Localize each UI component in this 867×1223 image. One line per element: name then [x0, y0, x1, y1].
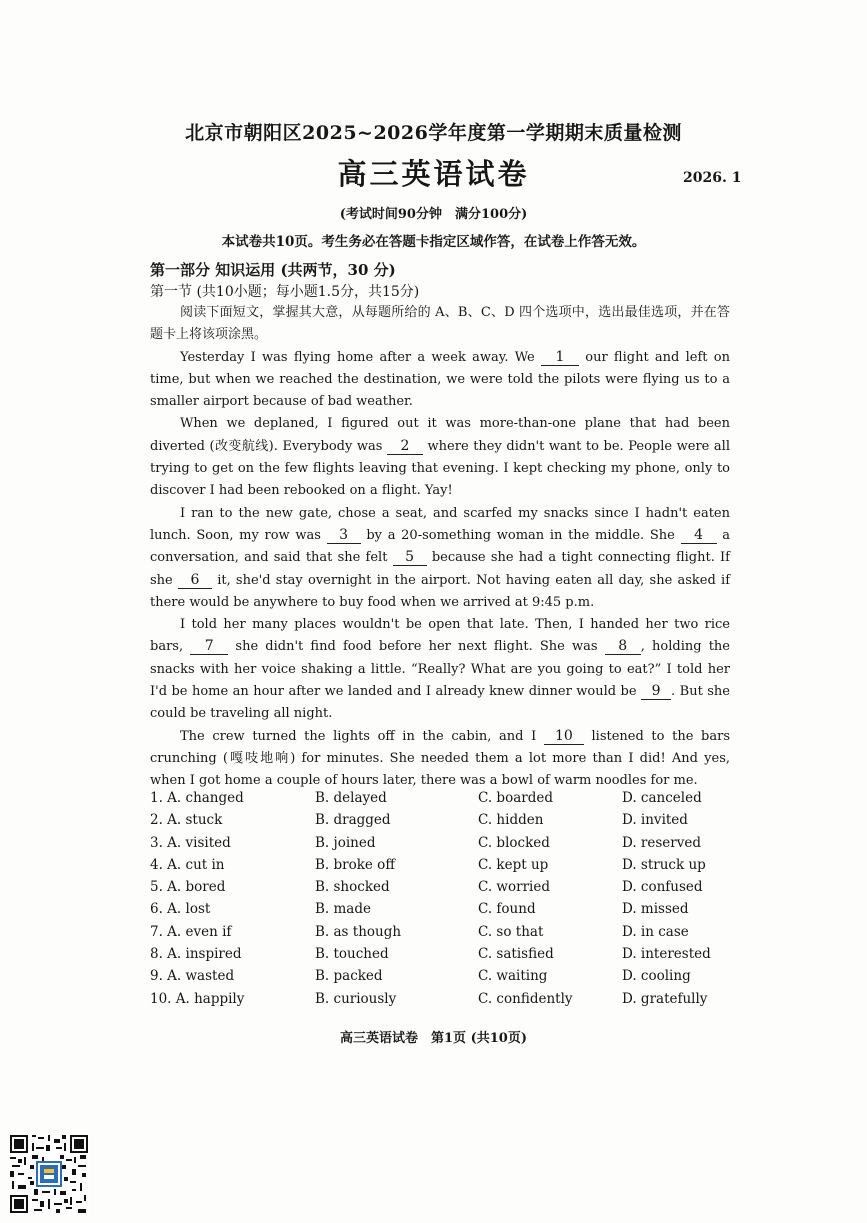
- option-d: D. invited: [622, 812, 688, 829]
- option-row: [150, 790, 730, 812]
- option-a: 6. A. lost: [150, 901, 211, 918]
- passage-text: When we deplaned, I figured out it was more-than-one plane that had been diverted (改变航线). Everybody was: [150, 416, 730, 454]
- option-b: B. joined: [315, 834, 376, 851]
- passage-text: because she had a tight connecting flight. If she: [150, 550, 730, 588]
- passage: [150, 302, 730, 793]
- passage-text: it, she'd stay overnight in the airport. Not having eaten all day, she asked if there would be anywhere to buy food when we arrived at 9:45 p.m.: [150, 572, 731, 610]
- options-list: [150, 790, 730, 1013]
- option-row: [150, 835, 730, 857]
- passage-paragraph-3: [150, 503, 730, 614]
- option-c: C. found: [478, 901, 536, 918]
- exam-header: 北京市朝阳区2025~2026学年度第一学期期末质量检测: [185, 122, 682, 144]
- passage-text: , holding the snacks with her voice shaking a little. “Really? What are you going to eat?” I told her I'd be home an hour after we landed and I already knew dinner would be: [150, 639, 730, 700]
- option-b: B. packed: [315, 968, 383, 985]
- blank-8: 8: [605, 638, 641, 655]
- instruction: 阅读下面短文，掌握其大意，从每题所给的 A、B、C、D 四个选项中，选出最佳选项，并在答题卡上将该项涂黑。: [150, 305, 730, 343]
- blank-2: 2: [387, 438, 423, 455]
- blank-1: 1: [541, 349, 579, 366]
- passage-text: . But she could be traveling all night.: [150, 684, 730, 722]
- option-d: D. cooling: [622, 968, 691, 985]
- passage-text: she didn't find food before her next flight. She was: [228, 639, 605, 655]
- option-c: C. waiting: [478, 968, 548, 985]
- passage-text: I told her many places wouldn't be open that late. Then, I handed her two rice bars,: [150, 617, 730, 655]
- option-c: C. blocked: [478, 834, 550, 851]
- option-d: D. struck up: [622, 856, 706, 873]
- option-c: C. boarded: [478, 790, 553, 806]
- passage-text: our flight and left on time, but when we reached the destination, we were told the pilots were flying us to a smaller airport because of bad weather.: [150, 349, 730, 410]
- option-b: B. dragged: [315, 812, 391, 829]
- option-row: [150, 924, 730, 946]
- exam-info: (考试时间90分钟 满分100分): [339, 207, 528, 222]
- passage-text: The crew turned the lights off in the cabin, and I: [180, 728, 544, 744]
- option-a: 9. A. wasted: [150, 968, 235, 985]
- option-a: 1. A. changed: [150, 790, 244, 806]
- passage-paragraph-4: [150, 614, 730, 725]
- option-a: 7. A. even if: [150, 923, 232, 940]
- passage-text: I ran to the new gate, chose a seat, and scarfed my snacks since I hadn't eaten lunch. Soon, my row was: [150, 505, 730, 543]
- option-d: D. canceled: [622, 790, 702, 806]
- option-row: [150, 812, 730, 834]
- option-b: B. curiously: [315, 990, 397, 1007]
- option-b: B. touched: [315, 946, 389, 963]
- option-a: 2. A. stuck: [150, 812, 223, 829]
- option-b: B. broke off: [315, 856, 395, 873]
- part1-title: 第一部分 知识运用 (共两节，30 分): [150, 261, 396, 279]
- blank-7: 7: [190, 638, 228, 655]
- passage-paragraph-2: [150, 413, 730, 502]
- option-c: C. hidden: [478, 812, 544, 829]
- page-footer: 高三英语试卷 第1页 (共10页): [340, 1031, 527, 1046]
- passage-text: by a 20-something woman in the middle. She: [360, 527, 681, 543]
- passage-text: a conversation, and said that she felt: [150, 527, 730, 566]
- option-row: [150, 968, 730, 990]
- option-a: 5. A. bored: [150, 879, 226, 896]
- option-d: D. reserved: [622, 834, 701, 851]
- exam-date: 2026. 1: [683, 170, 742, 186]
- blank-10: 10: [544, 728, 584, 745]
- option-b: B. as though: [315, 923, 402, 940]
- passage-paragraph-5: [150, 726, 730, 793]
- option-c: C. satisfied: [478, 946, 554, 963]
- option-row: [150, 879, 730, 901]
- option-d: D. confused: [622, 879, 703, 896]
- option-a: 3. A. visited: [150, 834, 231, 851]
- option-a: 4. A. cut in: [150, 856, 225, 873]
- option-b: B. shocked: [315, 879, 390, 896]
- option-d: D. in case: [622, 923, 689, 940]
- blank-4: 4: [681, 527, 717, 544]
- option-c: C. kept up: [478, 856, 549, 873]
- option-d: D. missed: [622, 901, 689, 918]
- option-a: 10. A. happily: [150, 990, 245, 1007]
- option-row: [150, 946, 730, 968]
- passage-paragraph-1: [150, 347, 730, 414]
- subject-title: 高三英语试卷: [337, 157, 530, 191]
- passage-text: Yesterday I was flying home after a week away. We: [180, 349, 541, 365]
- blank-3: 3: [327, 527, 361, 544]
- passage-text: listened to the bars crunching (嘎吱地响) for minutes. She needed them a lot more than I did! And yes, when I got home a couple of hours later, there was a bowl of warm noodles for me.: [150, 728, 730, 789]
- option-a: 8. A. inspired: [150, 946, 242, 963]
- blank-6: 6: [178, 572, 212, 589]
- option-c: C. worried: [478, 879, 550, 896]
- option-b: B. delayed: [315, 790, 387, 806]
- option-row: [150, 991, 730, 1013]
- blank-5: 5: [393, 549, 427, 566]
- section1-title: 第一节 (共10小题；每小题1.5分，共15分): [150, 284, 420, 300]
- option-d: D. interested: [622, 946, 711, 963]
- option-c: C. so that: [478, 923, 544, 940]
- exam-notice: 本试卷共10页。考生务必在答题卡指定区域作答，在试卷上作答无效。: [221, 234, 646, 250]
- passage-text: where they didn't want to be. People were all trying to get on the few flights leaving that evening. I kept checking my phone, only to discover I had been rebooked on a flight. Yay!: [150, 438, 730, 499]
- qr-code-icon: [8, 1133, 90, 1215]
- option-row: [150, 857, 730, 879]
- blank-9: 9: [641, 683, 671, 700]
- option-row: [150, 901, 730, 923]
- option-c: C. confidently: [478, 990, 573, 1007]
- option-b: B. made: [315, 901, 371, 918]
- option-d: D. gratefully: [622, 990, 708, 1007]
